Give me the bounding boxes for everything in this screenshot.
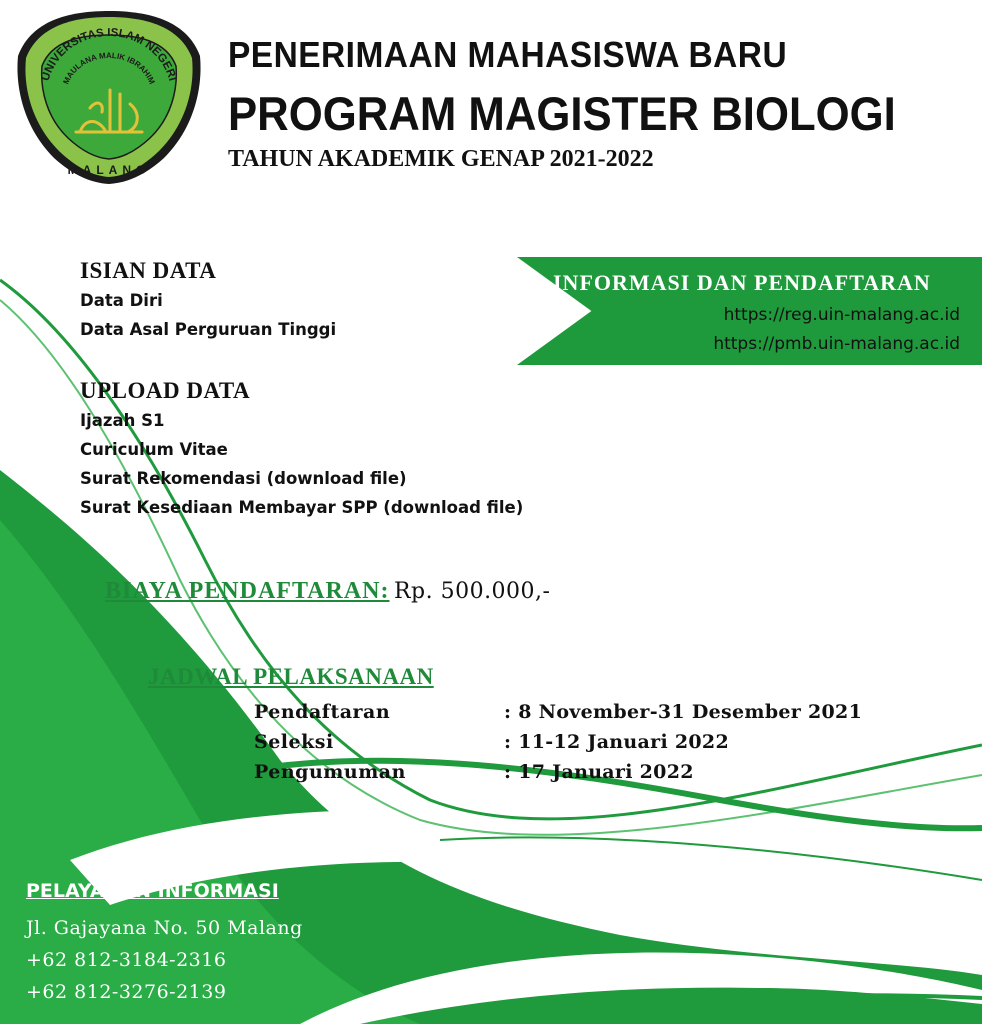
isian-data-list (80, 286, 336, 344)
fee-label: BIAYA PENDAFTARAN: (105, 578, 390, 604)
schedule-row (254, 697, 862, 727)
contact-phone[interactable]: +62 812-3276-2139 (26, 981, 227, 1003)
list-item: Data Diri (80, 291, 163, 310)
isian-data-section (80, 258, 336, 344)
schedule-row-label: Pengumuman (254, 761, 406, 783)
registration-fee (105, 578, 550, 605)
list-item: Surat Rekomendasi (download file) (80, 469, 407, 488)
academic-year: TAHUN AKADEMIK GENAP 2021-2022 (228, 146, 654, 172)
list-item: Data Asal Perguruan Tinggi (80, 320, 337, 339)
contact-title: PELAYANAN INFORMASI (26, 880, 279, 902)
schedule-row (254, 757, 862, 787)
university-logo (14, 8, 204, 186)
registration-link-reg[interactable]: https://reg.uin-malang.ac.id (723, 305, 960, 325)
contact-phone[interactable]: +62 812-3184-2316 (26, 949, 227, 971)
schedule-table (254, 697, 862, 787)
upload-data-section (80, 378, 523, 522)
logo-top-text: UNIVERSITAS ISLAM NEGERI (39, 26, 179, 83)
registration-link-pmb[interactable]: https://pmb.uin-malang.ac.id (713, 334, 960, 354)
schedule-row (254, 727, 862, 757)
schedule-row-value: : 11-12 Januari 2022 (504, 731, 729, 753)
logo-bottom-text: MALANG (67, 163, 151, 177)
schedule-title: JADWAL PELAKSANAAN (148, 664, 434, 689)
list-item: Ijazah S1 (80, 411, 165, 430)
contact-info (26, 912, 303, 1008)
schedule-row-value: : 8 November-31 Desember 2021 (504, 701, 863, 723)
info-banner-title: INFORMASI DAN PENDAFTARAN (553, 270, 931, 295)
list-item: Curiculum Vitae (80, 440, 228, 459)
page-title: PROGRAM MAGISTER BIOLOGI (228, 87, 896, 140)
schedule-row-label: Seleksi (254, 731, 334, 753)
fee-value: Rp. 500.000,- (393, 579, 551, 604)
logo-inner-text: MAULANA MALIK IBRAHIM (61, 50, 157, 86)
upload-data-title: UPLOAD DATA (80, 378, 251, 403)
contact-address: Jl. Gajayana No. 50 Malang (26, 917, 303, 939)
schedule-row-label: Pendaftaran (254, 701, 391, 723)
list-item: Surat Kesediaan Membayar SPP (download file) (80, 498, 524, 517)
schedule-row-value: : 17 Januari 2022 (504, 761, 694, 783)
registration-links (713, 301, 960, 359)
header-line-1: PENERIMAAN MAHASISWA BARU (228, 34, 788, 75)
isian-data-title: ISIAN DATA (80, 258, 217, 283)
upload-data-list (80, 406, 523, 522)
